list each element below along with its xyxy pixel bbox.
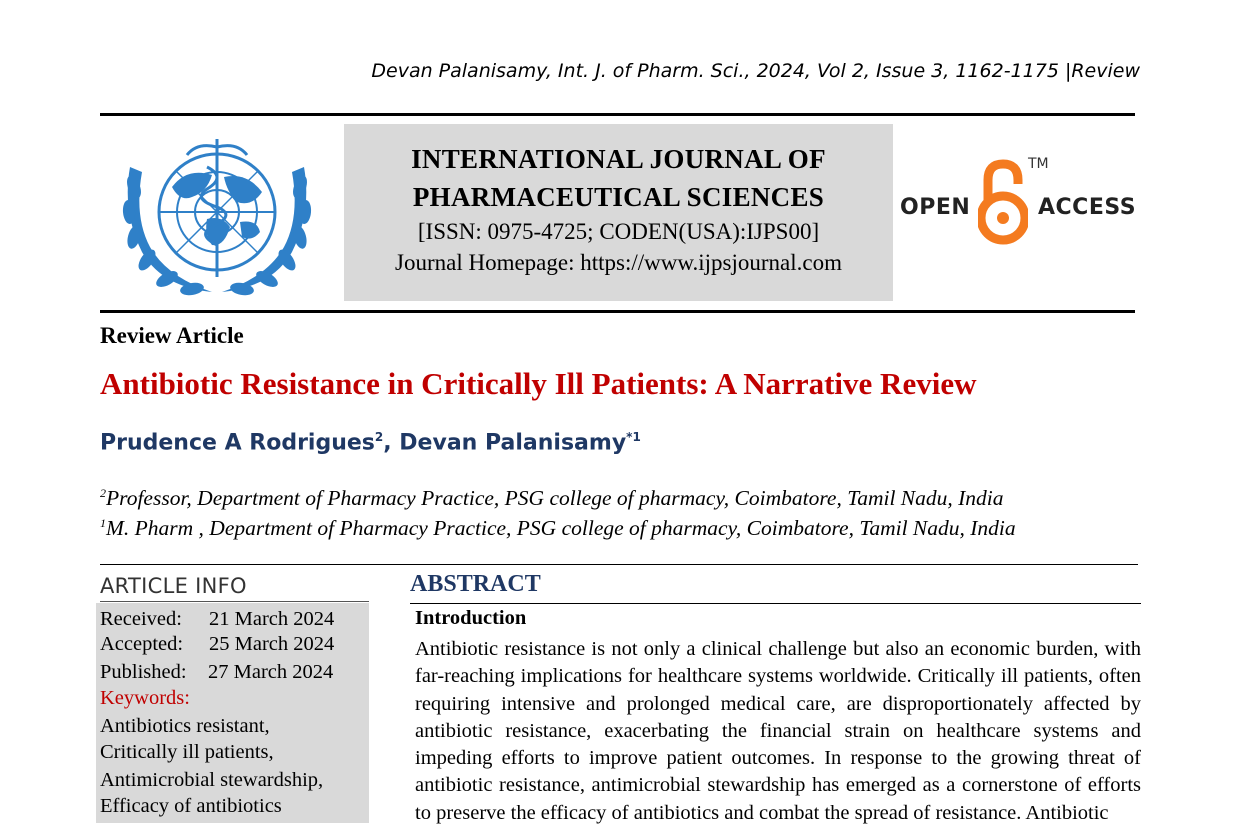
keywords-label: Keywords: xyxy=(100,687,190,709)
affiliation-mark: 1 xyxy=(100,516,106,530)
section-divider xyxy=(100,564,1138,565)
author-list xyxy=(100,430,641,455)
affiliation-mark: 2 xyxy=(100,486,106,500)
author-name[interactable]: Devan Palanisamy xyxy=(399,430,627,456)
accepted-row xyxy=(100,633,335,656)
abstract-heading: ABSTRACT xyxy=(410,571,541,597)
keyword-item: Antibiotics resistant, xyxy=(100,715,270,737)
trademark-mark: TM xyxy=(1028,156,1049,172)
keyword-item: Antimicrobial stewardship, xyxy=(100,769,324,791)
published-date: 27 March 2024 xyxy=(208,661,334,683)
author-separator: , xyxy=(383,430,400,456)
article-info-heading: ARTICLE INFO xyxy=(100,574,247,598)
keyword-item: Critically ill patients, xyxy=(100,741,274,763)
journal-header-box xyxy=(344,124,893,301)
accepted-date: 25 March 2024 xyxy=(209,633,335,655)
affiliation-line xyxy=(100,486,1004,511)
received-date: 21 March 2024 xyxy=(209,608,335,630)
author-affiliation-mark: *1 xyxy=(626,430,641,444)
article-info-rule xyxy=(100,601,369,602)
article-title: Antibiotic Resistance in Critically Ill Patients: A Narrative Review xyxy=(100,366,977,401)
header-top-rule xyxy=(100,113,1135,116)
accepted-label: Accepted: xyxy=(100,633,184,655)
open-access-logo xyxy=(900,150,1140,250)
abstract-rule xyxy=(410,603,1141,604)
open-padlock-icon xyxy=(978,158,1028,246)
received-row xyxy=(100,608,335,631)
open-access-word-access: ACCESS xyxy=(1038,195,1137,220)
caduceus-globe-emblem-icon xyxy=(112,127,322,302)
journal-issn: [ISSN: 0975-4725; CODEN(USA):IJPS00] xyxy=(417,219,820,244)
running-citation: Devan Palanisamy, Int. J. of Pharm. Sci., 2024, Vol 2, Issue 3, 1162-1175 |Review xyxy=(371,60,1140,82)
journal-title-line2: PHARMACEUTICAL SCIENCES xyxy=(412,182,825,212)
author-name[interactable]: Prudence A Rodrigues xyxy=(100,430,375,456)
article-info-box xyxy=(96,603,369,823)
keyword-item: Efficacy of antibiotics xyxy=(100,795,282,817)
affiliation-line xyxy=(100,516,1016,541)
abstract-paragraph: Antibiotic resistance is not only a clinical challenge but also an economic burden, with far-reaching implications for healthcare systems worldwide. Critically ill patients, often requiring intensive and prolonged medical care, are disproportionately affected by antibiotic resistance, exacerbating the financial strain on healthcare systems and impeding efforts to improve patient outcomes. In response to the growing threat of antibiotic resistance, antimicrobial stewardship has emerged as a cornerstone of efforts to preserve the efficacy of antibiotics and combat the spread of resistance. Antibiotic xyxy=(415,638,1141,824)
journal-homepage[interactable]: Journal Homepage: https://www.ijpsjournal.com xyxy=(395,250,842,275)
header-bottom-rule xyxy=(100,310,1135,313)
published-label: Published: xyxy=(100,661,187,683)
affiliation-text: Professor, Department of Pharmacy Practice, PSG college of pharmacy, Coimbatore, Tamil Nadu, India xyxy=(106,486,1004,511)
published-row xyxy=(100,661,334,684)
journal-title-line1: INTERNATIONAL JOURNAL OF xyxy=(411,144,826,174)
article-type-label: Review Article xyxy=(100,323,244,348)
introduction-heading: Introduction xyxy=(415,607,527,629)
affiliation-text: M. Pharm , Department of Pharmacy Practice, PSG college of pharmacy, Coimbatore, Tamil Nadu, India xyxy=(106,516,1016,541)
received-label: Received: xyxy=(100,608,182,630)
open-access-word-open: OPEN xyxy=(900,195,971,220)
author-affiliation-mark: 2 xyxy=(374,430,384,444)
